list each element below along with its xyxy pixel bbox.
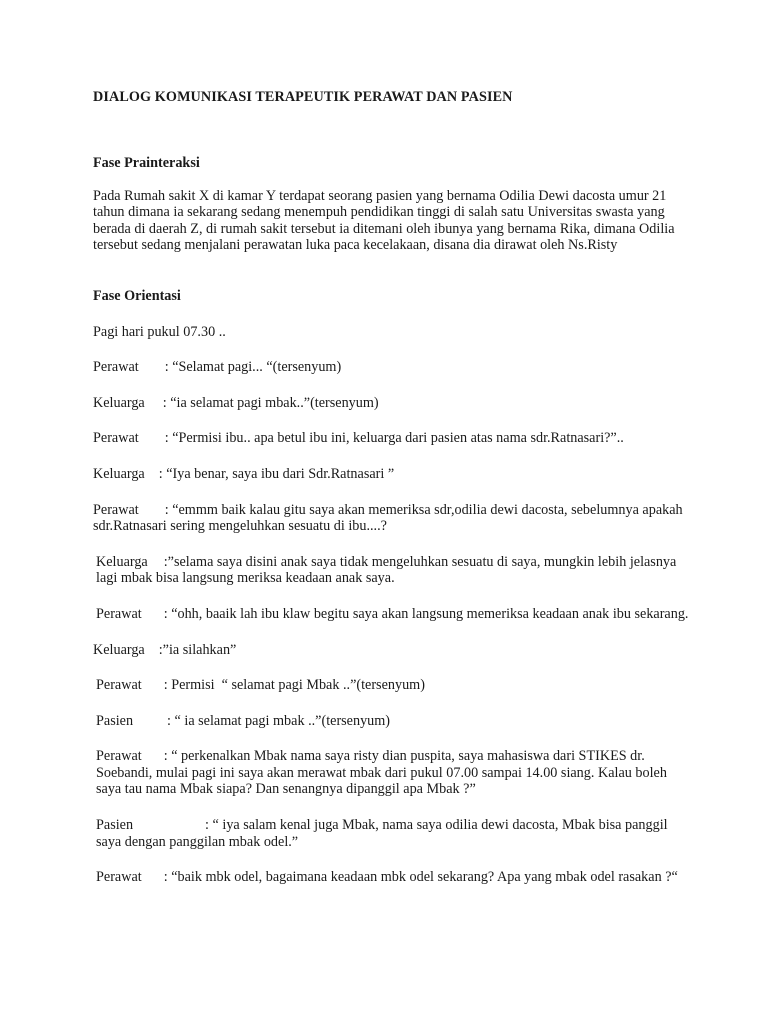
dialog-text: : “ iya salam kenal juga Mbak, nama saya odilia dewi dacosta, Mbak bisa panggil saya dengan panggilan mbak odel.” — [96, 817, 668, 850]
time-line: Pagi hari pukul 07.30 .. — [93, 323, 226, 340]
dialog-text: : “Permisi ibu.. apa betul ibu ini, keluarga dari pasien atas nama sdr.Ratnasari?”.. — [164, 430, 624, 447]
dialog-line — [93, 606, 693, 623]
dialog-line — [93, 677, 693, 694]
dialog-speaker: Perawat — [96, 869, 142, 886]
dialog-speaker: Perawat — [96, 605, 142, 622]
paragraph-prainteraksi: Pada Rumah sakit X di kamar Y terdapat seorang pasien yang bernama Odilia Dewi dacosta umur 21 tahun dimana ia sekarang sedang menempuh pendidikan tinggi di salah satu Universitas swasta yang berada di daerah Z, di rumah sakit tersebut ia ditemani oleh ibunya yang bernama Rika, dimana Odilia tersebut sedang menjalani perawatan luka paca kecelakaan, disana dia dirawat oleh Ns.Risty — [93, 187, 675, 254]
dialog-speaker: Keluarga — [93, 394, 145, 411]
dialog-line — [93, 395, 693, 412]
section-heading-orientasi: Fase Orientasi — [93, 287, 181, 304]
dialog-speaker: Perawat — [93, 430, 139, 447]
dialog-line — [93, 430, 693, 447]
dialog-speaker: Keluarga — [93, 465, 145, 482]
dialog-line — [93, 642, 693, 659]
dialog-speaker: Keluarga — [93, 641, 145, 658]
dialog-speaker: Pasien — [96, 817, 134, 834]
dialog-line — [93, 554, 693, 587]
dialog-text: :”selama saya disini anak saya tidak mengeluhkan sesuatu di saya, mungkin lebih jelasnya lagi mbak bisa langsung meriksa keadaan anak saya. — [96, 553, 677, 587]
dialog-line — [93, 502, 693, 535]
dialog-text: : “ia selamat pagi mbak..”(tersenyum) — [162, 394, 379, 411]
dialog-text: :”ia silahkan” — [158, 641, 237, 658]
document-title: DIALOG KOMUNIKASI TERAPEUTIK PERAWAT DAN PASIEN — [93, 89, 513, 105]
dialog-text: : “Selamat pagi... “(tersenyum) — [164, 359, 342, 376]
dialog-text: : Permisi “ selamat pagi Mbak ..”(tersenyum) — [163, 677, 425, 694]
section-heading-prainteraksi: Fase Prainteraksi — [93, 155, 200, 171]
dialog-text: : “ohh, baaik lah ibu klaw begitu saya akan langsung memeriksa keadaan anak ibu sekarang. — [163, 605, 689, 622]
dialog-speaker: Pasien — [96, 712, 134, 729]
dialog-text: : “ ia selamat pagi mbak ..”(tersenyum) — [167, 712, 391, 729]
dialog-text: : “ perkenalkan Mbak nama saya risty dian puspita, saya mahasiswa dari STIKES dr. Soebandi, mulai pagi ini saya akan merawat mbak dari pukul 07.00 sampai 14.00 siang. Kalau boleh saya tau nama Mbak siapa? Dan senangnya dipanggil apa Mbak ?” — [96, 748, 667, 798]
dialog-speaker: Perawat — [96, 748, 142, 765]
dialog-speaker: Keluarga — [96, 553, 148, 570]
dialog-text: : “baik mbk odel, bagaimana keadaan mbk odel sekarang? Apa yang mbak odel rasakan ?“ — [163, 869, 678, 886]
dialog-line — [93, 817, 693, 850]
dialog-line — [93, 713, 693, 730]
dialog-line — [93, 748, 693, 798]
dialog-speaker: Perawat — [93, 501, 139, 518]
dialog-line — [93, 466, 693, 483]
dialog-line — [93, 359, 693, 376]
dialog-speaker: Perawat — [93, 359, 139, 376]
dialog-line — [93, 869, 693, 886]
dialog-text: : “emmm baik kalau gitu saya akan memeriksa sdr,odilia dewi dacosta, sebelumnya apakah sdr.Ratnasari sering mengeluhkan sesuatu di ibu....? — [93, 501, 683, 535]
dialog-text: : “Iya benar, saya ibu dari Sdr.Ratnasari ” — [158, 465, 395, 482]
dialog-speaker: Perawat — [96, 677, 142, 694]
document-page — [93, 89, 693, 886]
